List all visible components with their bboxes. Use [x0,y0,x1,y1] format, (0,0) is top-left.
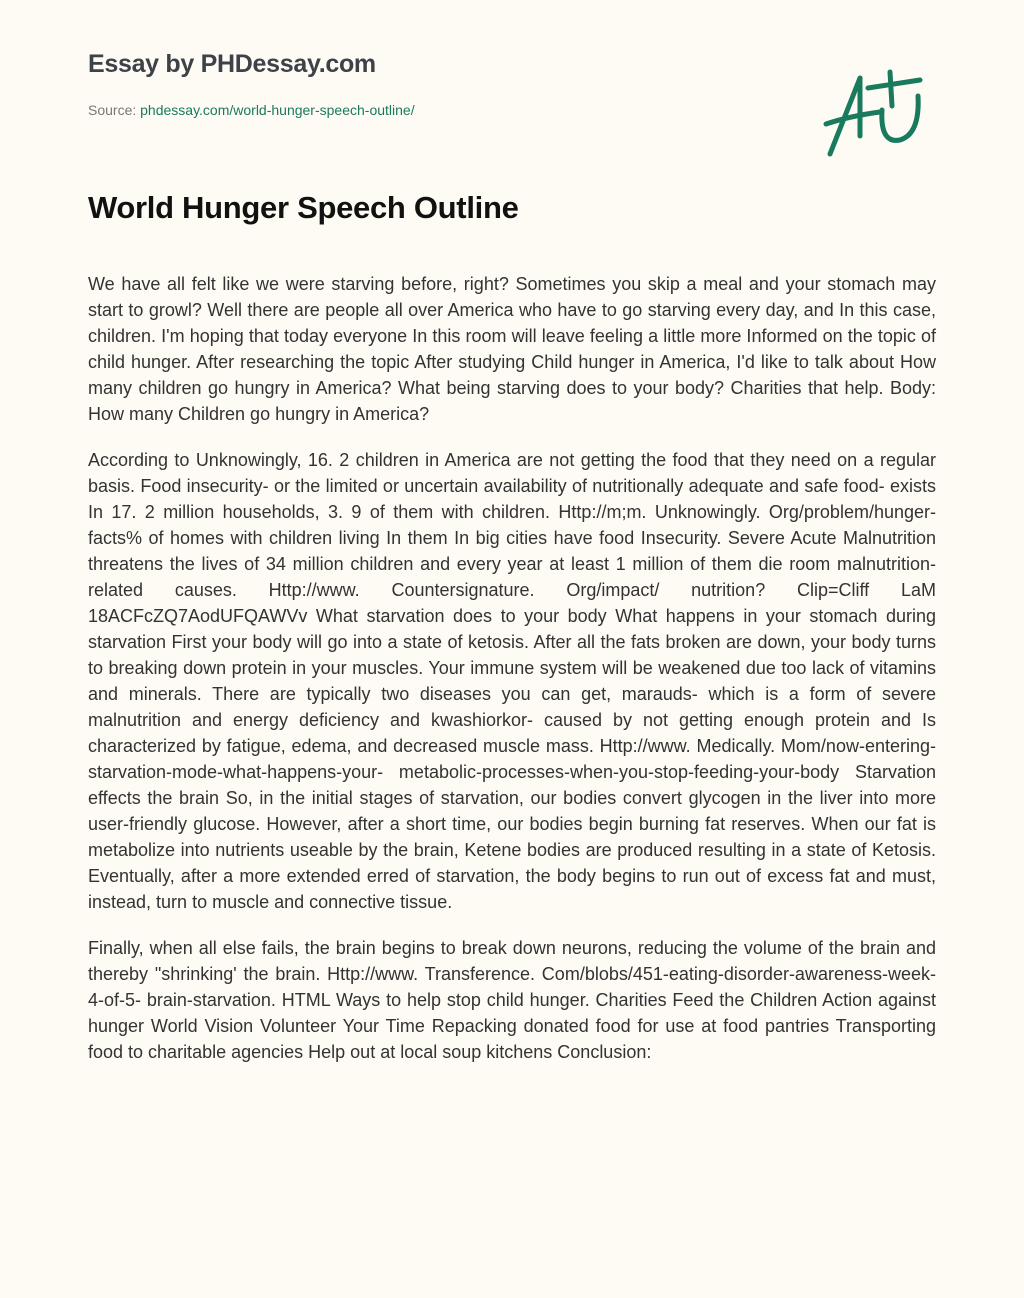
essay-body [88,271,936,1085]
source-link[interactable]: phdessay.com/world-hunger-speech-outline/ [140,102,415,118]
paragraph: We have all felt like we were starving before, right? Sometimes you skip a meal and your stomach may start to growl? Well there are people all over America who have to go starving every day, and In this case, children. I'm hoping that today everyone In this room will leave feeling a little more Informed on the topic of child hunger. After researching the topic After studying Child hunger in America, I'd like to talk about How many children go hungry in America? What being starving does to your body? Charities that help. Body: How many Children go hungry in America? [88,274,936,424]
a-plus-logo-icon [820,66,930,162]
site-brand: Essay by PHDessay.com [88,50,376,78]
page-title: World Hunger Speech Outline [88,190,519,225]
source-line [88,102,415,118]
paragraph: According to Unknowingly, 16. 2 children in America are not getting the food that they need on a regular basis. Food insecurity- or the limited or uncertain availability of nutritionally adequate and safe food- exists In 17. 2 million households, 3. 9 of them with children. Http://m;m. Unknowingly. Org/problem/hunger-facts% of homes with children living In them In big cities have food Insecurity. Severe Acute Malnutrition threatens the lives of 34 million children and every year at least 1 million of them die room malnutrition-related causes. Http://www. Countersignature. Org/impact/ nutrition? Clip=Cliff LaM 18ACFcZQ7AodUFQAWVv What starvation does to your body What happens in your stomach during starvation First your body will go into a state of ketosis. After all the fats broken are down, your body turns to breaking down protein in your muscles. Your immune system will be weakened due too lack of vitamins and minerals. There are typically two diseases you can get, marauds- which is a form of severe malnutrition and energy deficiency and kwashiorkor- caused by not getting enough protein and Is characterized by fatigue, edema, and decreased muscle mass. Http://www. Medically. Mom/now-entering-starvation-mode-what-happens-your- metabolic-processes-when-you-stop-feeding-your-body Starvation effects the brain So, in the initial stages of starvation, our bodies convert glycogen in the liver into more user-friendly glucose. However, after a short time, our bodies begin burning fat reserves. When our fat is metabolize into nutrients useable by the brain, Ketene bodies are produced resulting in a state of Ketosis. Eventually, after a more extended erred of starvation, the body begins to run out of excess fat and must, instead, turn to muscle and connective tissue. [88,450,936,912]
paragraph: Finally, when all else fails, the brain begins to break down neurons, reducing the volume of the brain and thereby "shrinking' the brain. Http://www. Transference. Com/blobs/451-eating-disorder-awareness-week-4-of-5- brain-starvation. HTML Ways to help stop child hunger. Charities Feed the Children Action against hunger World Vision Volunteer Your Time Repacking donated food for use at food pantries Transporting food to charitable agencies Help out at local soup kitchens Conclusion: [88,938,936,1062]
source-label: Source: [88,102,137,118]
